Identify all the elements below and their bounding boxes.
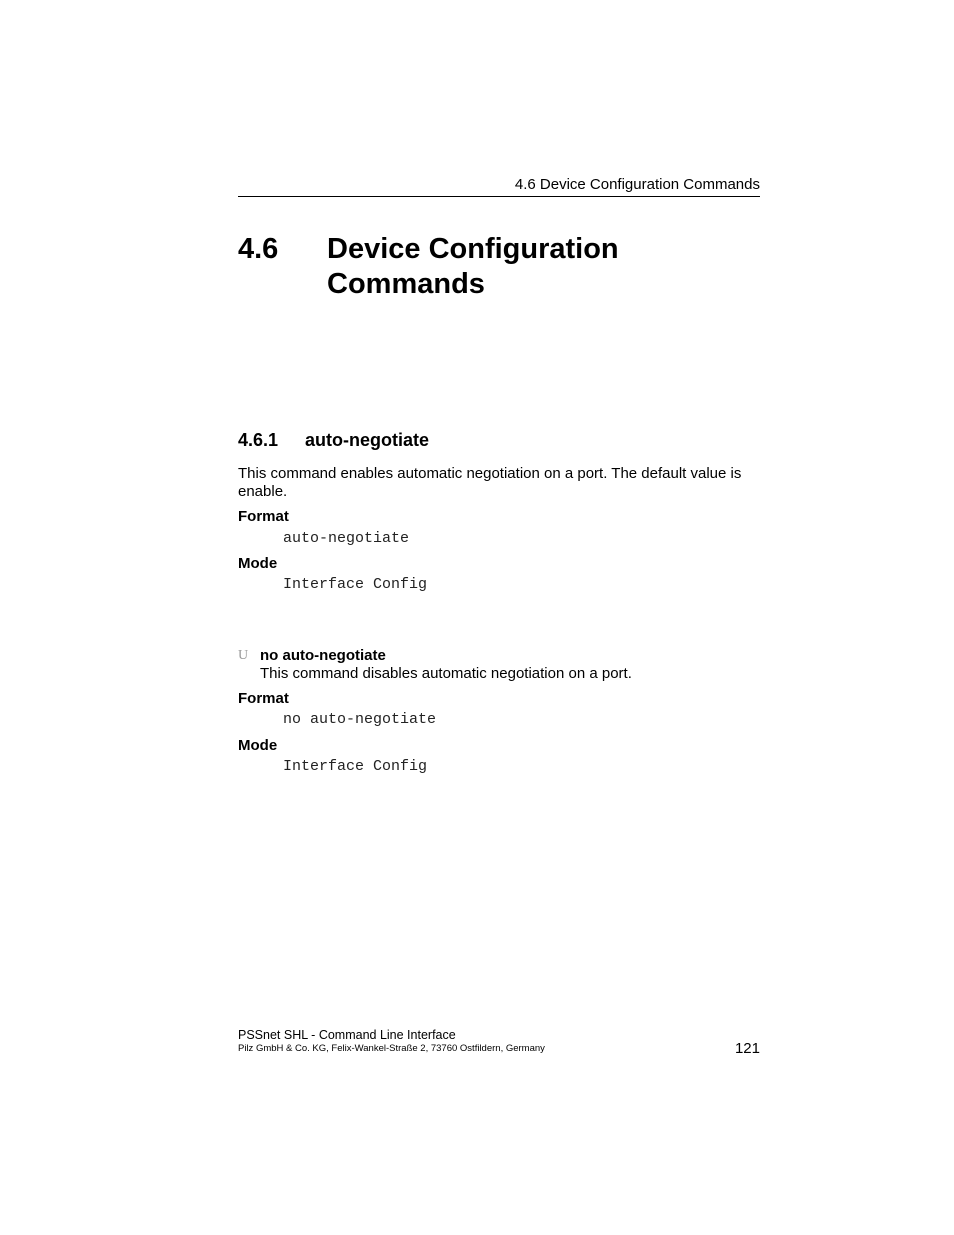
bullet-icon: U <box>238 648 249 663</box>
mode-label: Mode <box>238 555 278 572</box>
no-mode-label: Mode <box>238 737 278 754</box>
format-value: auto-negotiate <box>283 530 410 547</box>
no-format-label: Format <box>238 690 289 707</box>
footer-title: PSSnet SHL - Command Line Interface <box>238 1028 456 1042</box>
section-title: auto-negotiate <box>305 430 429 450</box>
section-number: 4.6.1 <box>238 430 279 450</box>
section-description: This command enables automatic negotiation on a port. The default value is enable. <box>238 465 742 500</box>
header-rule <box>238 196 760 197</box>
chapter-number: 4.6 <box>238 233 279 265</box>
format-label: Format <box>238 508 289 525</box>
footer-address: Pilz GmbH & Co. KG, Felix-Wankel-Straße 2, 73760 Ostfildern, Germany <box>238 1043 545 1054</box>
mode-value: Interface Config <box>283 576 428 593</box>
subcommand-description: This command disables automatic negotiation on a port. <box>260 665 632 682</box>
subcommand-title: no auto-negotiate <box>260 647 386 664</box>
no-mode-value: Interface Config <box>283 758 428 775</box>
page-number: 121 <box>734 1040 760 1057</box>
chapter-title: Device Configuration Commands <box>327 233 619 300</box>
no-format-value: no auto-negotiate <box>283 711 437 728</box>
running-header: 4.6 Device Configuration Commands <box>514 176 760 193</box>
